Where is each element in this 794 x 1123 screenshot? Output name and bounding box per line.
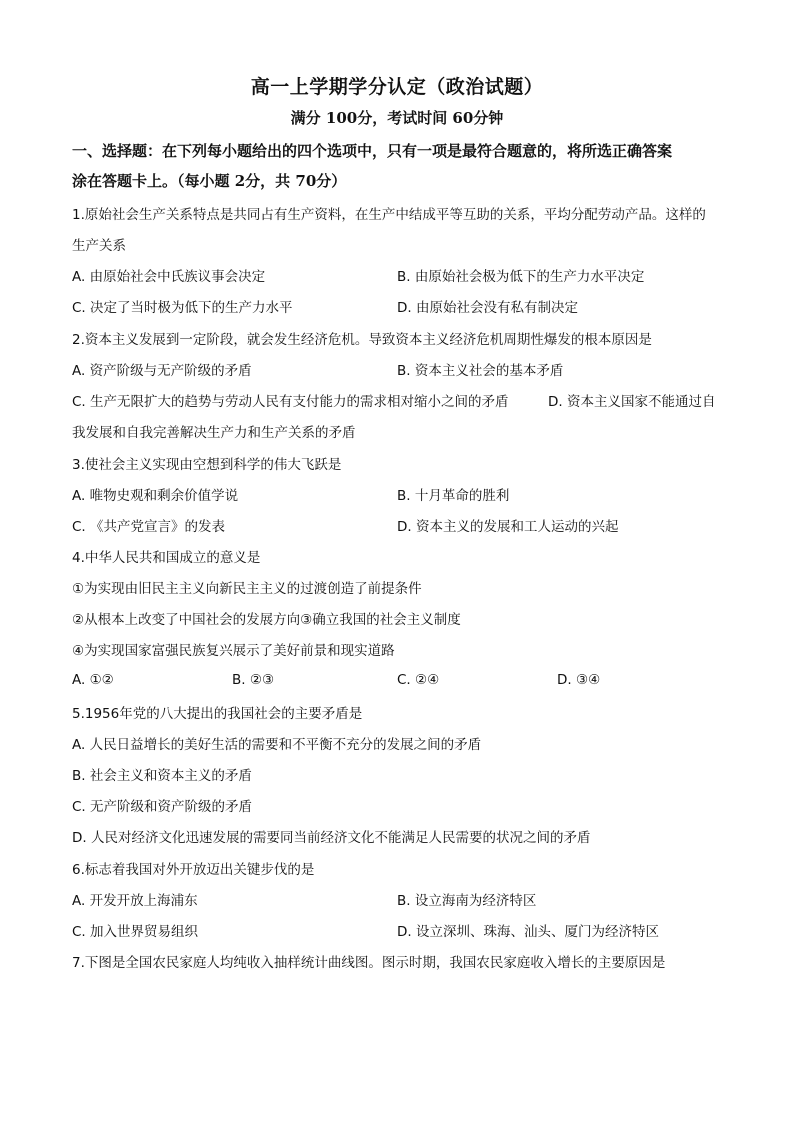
q2-option-c: C. 生产无限扩大的趋势与劳动人民有支付能力的需求相对缩小之间的矛盾	[72, 394, 509, 410]
section-heading-line-1: 一、选择题：在下列每小题给出的四个选项中，只有一项是最符合题意的，将所选正确答案	[72, 142, 673, 160]
q2-option-a: A. 资产阶级与无产阶级的矛盾	[72, 363, 252, 379]
q5-option-d: D. 人民对经济文化迅速发展的需要同当前经济文化不能满足人民需要的状况之间的矛盾	[72, 830, 591, 846]
q6-option-b: B. 设立海南为经济特区	[397, 893, 537, 909]
q2-option-b: B. 资本主义社会的基本矛盾	[397, 363, 564, 379]
q5-option-a: A. 人民日益增长的美好生活的需要和不平衡不充分的发展之间的矛盾	[72, 737, 482, 753]
q2-stem: 2.资本主义发展到一定阶段，就会发生经济危机。导致资本主义经济危机周期性爆发的根本原因是	[72, 332, 652, 348]
q4-option-a: A. ①②	[72, 672, 114, 688]
q4-option-d: D. ③④	[557, 672, 601, 688]
q2-option-d-line-1: D. 资本主义国家不能通过自	[548, 394, 716, 410]
q4-statement-1: ①为实现由旧民主主义向新民主主义的过渡创造了前提条件	[72, 581, 422, 597]
q1-stem-line-1: 1.原始社会生产关系特点是共同占有生产资料，在生产中结成平等互助的关系，平均分配劳动产品。这样的	[72, 207, 706, 223]
q3-option-a: A. 唯物史观和剩余价值学说	[72, 488, 239, 504]
q1-option-d: D. 由原始社会没有私有制决定	[397, 300, 578, 316]
q6-option-d: D. 设立深圳、珠海、汕头、厦门为经济特区	[397, 924, 659, 940]
q4-option-b: B. ②③	[232, 672, 275, 688]
q2-option-d-line-2: 我发展和自我完善解决生产力和生产关系的矛盾	[72, 425, 356, 441]
q3-option-b: B. 十月革命的胜利	[397, 488, 510, 504]
q5-option-b: B. 社会主义和资本主义的矛盾	[72, 768, 252, 784]
q6-stem: 6.标志着我国对外开放迈出关键步伐的是	[72, 862, 315, 878]
q1-option-b: B. 由原始社会极为低下的生产力水平决定	[397, 269, 645, 285]
q1-option-c: C. 决定了当时极为低下的生产力水平	[72, 300, 293, 316]
q5-option-c: C. 无产阶级和资产阶级的矛盾	[72, 799, 253, 815]
q4-statement-4: ④为实现国家富强民族复兴展示了美好前景和现实道路	[72, 643, 395, 659]
q4-option-c: C. ②④	[397, 672, 440, 688]
q6-option-a: A. 开发开放上海浦东	[72, 893, 198, 909]
q4-stem: 4.中华人民共和国成立的意义是	[72, 550, 261, 566]
page-subtitle: 满分 100分，考试时间 60分钟	[290, 109, 504, 127]
q3-option-d: D. 资本主义的发展和工人运动的兴起	[397, 519, 619, 535]
q1-stem-line-2: 生产关系	[72, 238, 126, 254]
q7-stem: 7.下图是全国农民家庭人均纯收入抽样统计曲线图。图示时期，我国农民家庭收入增长的主要原因是	[72, 955, 666, 971]
q4-statement-2-3: ②从根本上改变了中国社会的发展方向③确立我国的社会主义制度	[72, 612, 461, 628]
page-title: 高一上学期学分认定（政治试题）	[250, 76, 544, 98]
q3-option-c: C. 《共产党宣言》的发表	[72, 519, 226, 535]
q1-option-a: A. 由原始社会中氏族议事会决定	[72, 269, 266, 285]
q5-stem: 5.1956年党的八大提出的我国社会的主要矛盾是	[72, 706, 363, 722]
q6-option-c: C. 加入世界贸易组织	[72, 924, 199, 940]
section-heading-line-2: 涂在答题卡上。（每小题 2分，共 70分）	[72, 172, 347, 190]
q3-stem: 3.使社会主义实现由空想到科学的伟大飞跃是	[72, 457, 342, 473]
